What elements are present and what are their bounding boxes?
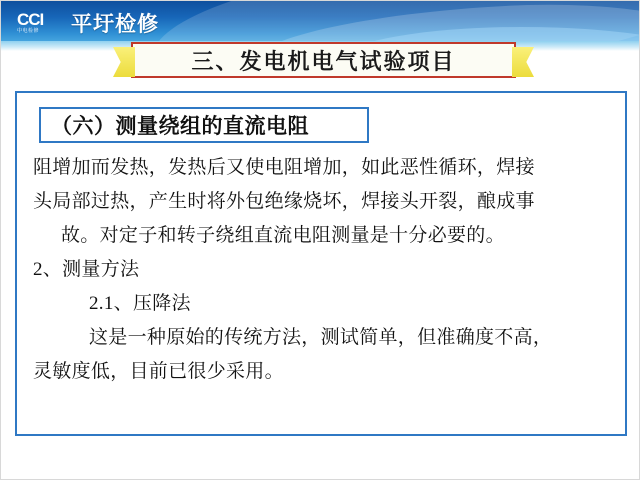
- chapter-title-text: 三、发电机电气试验项目: [191, 48, 456, 74]
- logo-title: 平圩检修: [71, 12, 159, 36]
- logo-sub-text: 中电检修: [17, 28, 40, 34]
- ribbon-right-flag: [512, 47, 534, 77]
- company-logo-icon: [17, 8, 65, 38]
- logo-mark-text: CCI: [17, 10, 44, 29]
- body-line: 故。对定子和转子绕组直流电阻测量是十分必要的。: [61, 225, 505, 246]
- content-box: [15, 91, 627, 436]
- body-line: 2、测量方法: [33, 259, 140, 280]
- chapter-title-ribbon: [131, 42, 516, 78]
- section-heading-box: [39, 107, 369, 143]
- body-line: 灵敏度低，目前已很少采用。: [33, 361, 284, 382]
- body-line: 头局部过热，产生时将外包绝缘烧坏，焊接头开裂，酿成事: [33, 191, 535, 212]
- logo: [17, 6, 159, 40]
- body-line: 2.1、压降法: [89, 293, 191, 314]
- footer-strip: [1, 469, 640, 479]
- body-line: 阻增加而发热，发热后又使电阻增加，如此恶性循环，焊接: [33, 157, 535, 178]
- section-heading-text: （六）测量绕组的直流电阻: [51, 114, 309, 138]
- ribbon-left-flag: [113, 47, 135, 77]
- body-text: [33, 151, 613, 389]
- body-line: 这是一种原始的传统方法，测试简单，但准确度不高，: [89, 327, 553, 348]
